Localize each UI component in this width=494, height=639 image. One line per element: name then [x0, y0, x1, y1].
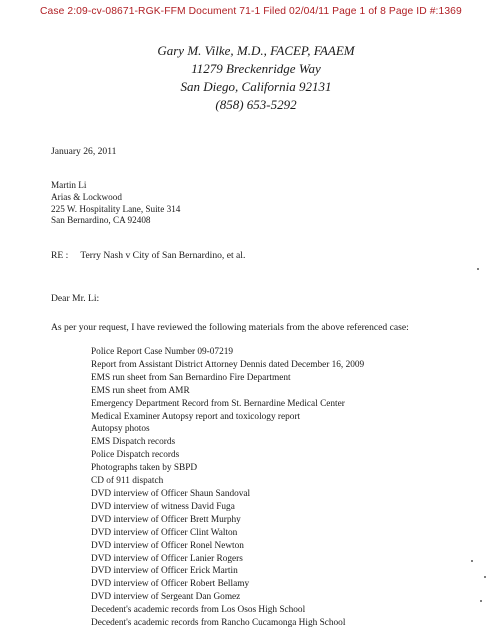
re-line — [51, 250, 245, 261]
letterhead-phone: (858) 653-5292 — [215, 97, 297, 112]
list-item: DVD interview of Officer Shaun Sandoval — [91, 488, 251, 499]
list-item: DVD interview of witness David Fuga — [91, 501, 235, 512]
case-header: Case 2:09-cv-08671-RGK-FFM Document 71-1 Filed 02/04/11 Page 1 of 8 Page ID #:1369 — [40, 6, 462, 17]
list-item: DVD interview of Officer Ronel Newton — [91, 540, 244, 551]
list-item: Police Dispatch records — [91, 450, 180, 461]
recipient-city: San Bernardino, CA 92408 — [51, 215, 151, 226]
list-item: DVD interview of Officer Brett Murphy — [91, 514, 241, 525]
list-item: DVD interview of Officer Clint Walton — [91, 527, 238, 538]
list-item: Decedent's academic records from Los Osos High School — [91, 605, 306, 616]
list-item: DVD interview of Officer Robert Bellamy — [91, 579, 250, 590]
recipient-firm: Arias & Lockwood — [51, 191, 122, 202]
scan-speck — [484, 576, 486, 578]
recipient-name: Martin Li — [51, 180, 87, 190]
materials-list — [91, 346, 364, 630]
letterhead-city: San Diego, California 92131 — [180, 79, 332, 94]
list-item: EMS run sheet from San Bernardino Fire Department — [91, 372, 291, 383]
list-item: Medical Examiner Autopsy report and toxicology report — [91, 411, 301, 422]
recipient-address — [51, 180, 180, 227]
list-item: Decedent's academic records from Rancho Cucamonga High School — [91, 618, 346, 629]
list-item: EMS run sheet from AMR — [91, 385, 190, 396]
list-item: DVD interview of Officer Erick Martin — [91, 566, 238, 577]
list-item: Emergency Department Record from St. Bernardine Medical Center — [91, 398, 345, 409]
letterhead — [0, 42, 494, 114]
list-item: Autopsy photos — [91, 424, 150, 435]
scan-speck — [471, 560, 473, 562]
letter-date: January 26, 2011 — [51, 146, 117, 157]
scan-speck — [477, 268, 479, 270]
re-label: RE : — [51, 250, 69, 261]
intro-paragraph: As per your request, I have reviewed the following materials from the above referenced case: — [51, 322, 409, 333]
recipient-street: 225 W. Hospitality Lane, Suite 314 — [51, 203, 181, 214]
list-item: Photographs taken by SBPD — [91, 463, 198, 474]
list-item: Police Report Case Number 09-07219 — [91, 347, 234, 357]
letterhead-street: 11279 Breckenridge Way — [191, 61, 321, 76]
list-item: DVD interview of Officer Lanier Rogers — [91, 553, 243, 564]
re-value: Terry Nash v City of San Bernardino, et al. — [80, 250, 246, 261]
list-item: EMS Dispatch records — [91, 437, 176, 448]
list-item: Report from Assistant District Attorney Dennis dated December 16, 2009 — [91, 359, 365, 370]
list-item: DVD interview of Sergeant Dan Gomez — [91, 592, 241, 603]
scan-speck — [480, 600, 482, 602]
letterhead-name: Gary M. Vilke, M.D., FACEP, FAAEM — [157, 43, 355, 58]
list-item: CD of 911 dispatch — [91, 476, 164, 487]
salutation: Dear Mr. Li: — [51, 293, 100, 304]
